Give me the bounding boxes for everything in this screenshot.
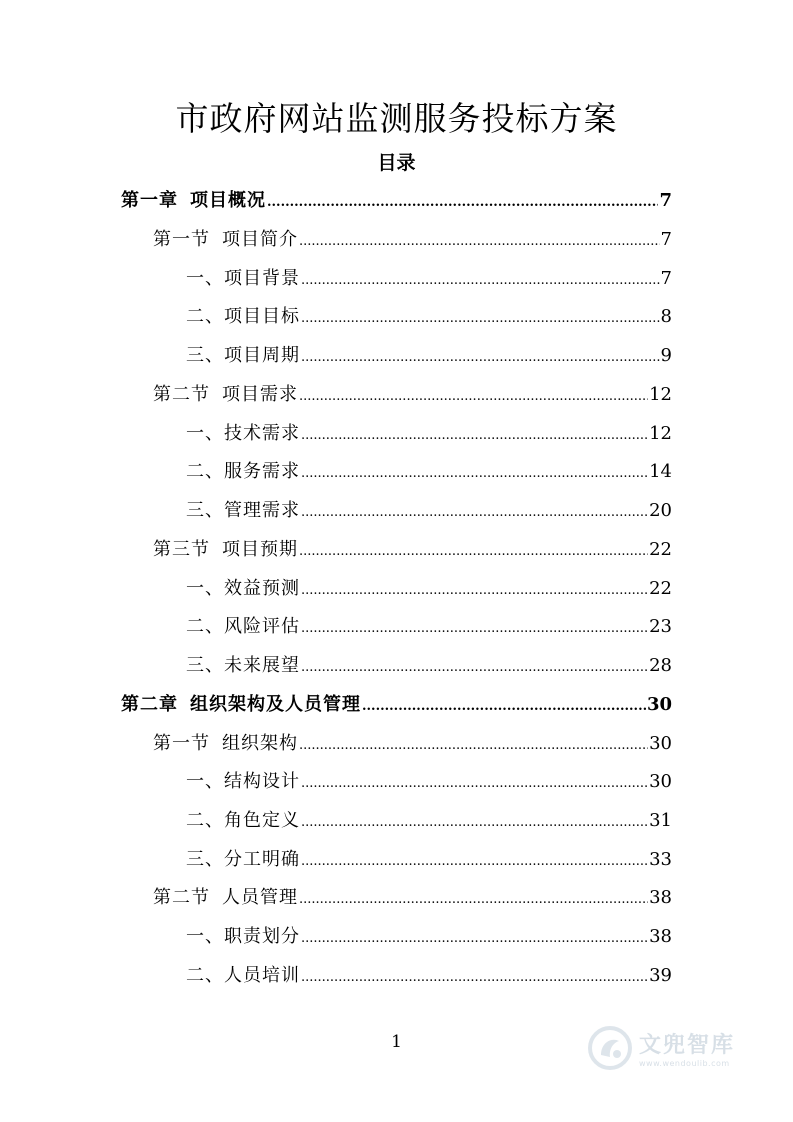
toc-entry-label: 一、效益预测 [186, 578, 300, 599]
toc-leader-dots [301, 814, 648, 832]
toc-page-number: 33 [649, 849, 672, 870]
toc-entry-label: 三、项目周期 [186, 345, 300, 366]
toc-page-number: 39 [649, 965, 672, 986]
toc-page-number: 31 [649, 810, 672, 831]
toc-entry-item[interactable] [186, 647, 672, 677]
toc-leader-dots [301, 310, 660, 328]
watermark-logo-icon [587, 1025, 633, 1071]
toc-heading: 目录 [377, 152, 416, 174]
watermark-name: 文兜智库 [639, 1033, 736, 1058]
toc-leader-dots [301, 582, 648, 600]
toc-page-number: 8 [660, 306, 672, 327]
toc-entry-item[interactable] [186, 608, 672, 638]
toc-entry-label: 第一节 项目简介 [153, 229, 298, 250]
toc-entry-label: 第一节 组织架构 [153, 733, 298, 754]
toc-entry-label: 第三节 项目预期 [153, 539, 298, 560]
toc-leader-dots [301, 272, 660, 290]
toc-entry-section-2-2[interactable] [153, 879, 672, 909]
toc-entry-label: 二、角色定义 [186, 810, 300, 831]
toc-page-number: 14 [649, 461, 672, 482]
toc-leader-dots [301, 620, 648, 638]
toc-entry-label: 第二节 项目需求 [153, 384, 298, 405]
toc-entry-item[interactable] [186, 802, 672, 832]
toc-leader-dots [301, 930, 648, 948]
toc-leader-dots [301, 775, 648, 793]
toc-entry-item[interactable] [186, 957, 672, 987]
toc-page-number: 22 [649, 539, 672, 560]
watermark [587, 1020, 757, 1076]
toc-entry-item[interactable] [186, 337, 672, 367]
toc-entry-label: 一、技术需求 [186, 423, 300, 444]
toc-entry-item[interactable] [186, 415, 672, 445]
toc-leader-dots [301, 465, 648, 483]
toc-entry-label: 二、人员培训 [186, 965, 300, 986]
toc-entry-label: 二、项目目标 [186, 306, 300, 327]
toc-entry-label: 一、项目背景 [186, 268, 300, 289]
toc-page-number: 22 [649, 578, 672, 599]
toc-leader-dots [299, 543, 648, 561]
toc-leader-dots [362, 698, 646, 716]
toc-page-number: 30 [646, 694, 672, 715]
toc-leader-dots [267, 194, 658, 212]
watermark-url: www.wendoulib.com [639, 1059, 730, 1068]
toc-page-number: 38 [649, 887, 672, 908]
toc-page-number: 12 [649, 384, 672, 405]
toc-entry-section-1-3[interactable] [153, 531, 672, 561]
toc-page-number: 7 [660, 268, 672, 289]
toc-leader-dots [301, 349, 660, 367]
toc-entry-label: 一、职责划分 [186, 926, 300, 947]
toc-page-number: 9 [660, 345, 672, 366]
toc-entry-section-1-1[interactable] [153, 221, 672, 251]
toc-entry-item[interactable] [186, 492, 672, 522]
toc-entry-item[interactable] [186, 841, 672, 871]
toc-page-number: 28 [649, 655, 672, 676]
toc-entry-item[interactable] [186, 763, 672, 793]
toc-entry-chapter-2[interactable] [121, 686, 672, 716]
toc-entry-label: 第二节 人员管理 [153, 887, 298, 908]
toc-entry-label: 二、服务需求 [186, 461, 300, 482]
toc-page-number: 12 [649, 423, 672, 444]
toc-page-number: 7 [659, 190, 672, 211]
toc-entry-label: 三、未来展望 [186, 655, 300, 676]
toc-entry-chapter-1[interactable] [121, 182, 672, 212]
toc-leader-dots [301, 659, 648, 677]
toc-entry-section-1-2[interactable] [153, 376, 672, 406]
toc-entry-label: 三、管理需求 [186, 500, 300, 521]
toc-page-number: 38 [649, 926, 672, 947]
toc-entry-item[interactable] [186, 453, 672, 483]
toc-entry-label: 第二章 组织架构及人员管理 [121, 694, 361, 715]
document-title: 市政府网站监测服务投标方案 [175, 99, 618, 138]
toc-leader-dots [301, 853, 648, 871]
toc-page-number: 30 [649, 733, 672, 754]
toc-leader-dots [299, 737, 648, 755]
toc-leader-dots [299, 891, 648, 909]
toc-leader-dots [301, 427, 648, 445]
toc-leader-dots [301, 504, 648, 522]
page-number: 1 [391, 1032, 402, 1052]
toc-entry-item[interactable] [186, 298, 672, 328]
toc-entry-item[interactable] [186, 918, 672, 948]
toc-entry-item[interactable] [186, 260, 672, 290]
toc-leader-dots [299, 388, 648, 406]
toc-leader-dots [299, 233, 660, 251]
toc-entry-label: 第一章 项目概况 [121, 190, 266, 211]
toc-entry-section-2-1[interactable] [153, 725, 672, 755]
toc-entry-label: 三、分工明确 [186, 849, 300, 870]
toc-page-number: 30 [649, 771, 672, 792]
toc-entry-item[interactable] [186, 570, 672, 600]
toc-page-number: 7 [660, 229, 672, 250]
toc-entry-label: 一、结构设计 [186, 771, 300, 792]
toc-page-number: 20 [649, 500, 672, 521]
toc-page-number: 23 [649, 616, 672, 637]
toc-entry-label: 二、风险评估 [186, 616, 300, 637]
toc-leader-dots [301, 969, 648, 987]
